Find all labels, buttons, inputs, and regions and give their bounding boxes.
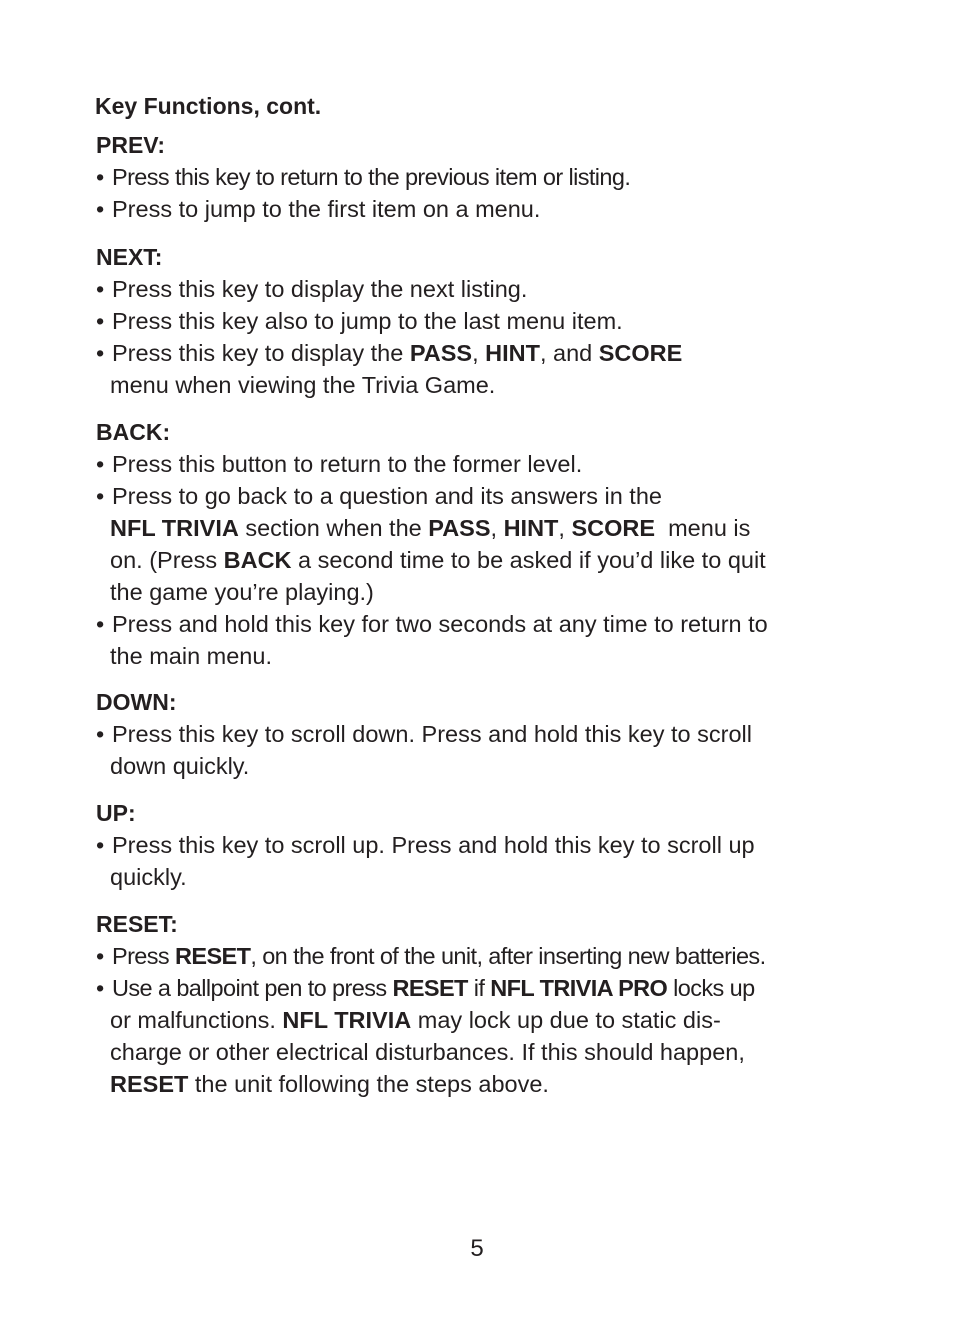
text-segment: down quickly. (110, 753, 250, 779)
text-segment: , on the front of the unit, after inserting new batteries. (250, 943, 766, 969)
section-heading: UP: (96, 800, 136, 826)
key-name: RESET (110, 1071, 189, 1097)
key-name: SCORE (571, 515, 656, 541)
text-segment: , (558, 515, 572, 541)
key-name: PASS (428, 515, 491, 541)
text-segment: or malfunctions. (110, 1007, 283, 1033)
text-segment: Press this key also to jump to the last menu item. (112, 308, 623, 334)
text-segment: Press this key to scroll up. Press and hold this key to scroll up (112, 832, 755, 858)
section-heading: PREV: (96, 132, 166, 158)
product-name: NFL TRIVIA PRO (490, 975, 668, 1001)
bullet-line (96, 829, 896, 861)
text-segment: , (490, 515, 504, 541)
bullet-icon: • (96, 451, 105, 477)
bullet-icon: • (96, 164, 104, 190)
section-next (96, 242, 896, 401)
product-name: NFL TRIVIA (110, 515, 239, 541)
text-segment: Press to go back to a question and its answers in the (112, 483, 662, 509)
continuation-line (96, 861, 896, 893)
key-name: BACK (223, 547, 292, 573)
text-segment: if (467, 975, 491, 1001)
text-segment: quickly. (110, 864, 187, 890)
bullet-icon: • (96, 340, 105, 366)
text-segment: the main menu. (110, 643, 272, 669)
text-segment: menu when viewing the Trivia Game. (110, 372, 496, 398)
key-name: RESET (175, 943, 251, 969)
text-segment: on. (Press (110, 547, 224, 573)
product-name: NFL TRIVIA (282, 1007, 412, 1033)
bullet-line (96, 480, 896, 512)
bullet-icon: • (96, 276, 105, 302)
bullet-line (96, 448, 896, 480)
bullet-line (96, 161, 896, 193)
section-reset (96, 909, 896, 1100)
bullet-line (96, 940, 896, 972)
key-name: HINT (503, 515, 559, 541)
text-segment: Press this key to return to the previous item or listing. (112, 164, 631, 190)
text-segment: Use a ballpoint pen to press (112, 975, 393, 1001)
text-segment: the unit following the steps above. (188, 1071, 549, 1097)
text-segment: Press to jump to the first item on a menu. (112, 196, 541, 222)
continuation-line (96, 544, 896, 576)
page-title: Key Functions, cont. (95, 93, 322, 119)
bullet-line (96, 972, 896, 1004)
section-up (96, 798, 896, 893)
text-segment: the game you’re playing.) (110, 579, 374, 605)
bullet-line (96, 608, 896, 640)
bullet-icon: • (96, 196, 105, 222)
continuation-line (96, 369, 896, 401)
continuation-line (96, 1004, 896, 1036)
text-segment: a second time to be asked if you’d like to quit (291, 547, 766, 573)
continuation-line (96, 576, 896, 608)
bullet-line (96, 273, 896, 305)
key-name: RESET (392, 975, 468, 1001)
bullet-icon: • (96, 308, 105, 334)
text-segment: Press this button to return to the former level. (112, 451, 583, 477)
page-number: 5 (470, 1235, 484, 1262)
text-segment: section when the (238, 515, 429, 541)
text-segment: menu is (655, 515, 751, 541)
text-segment: may lock up due to static dis- (411, 1007, 721, 1033)
text-segment: charge or other electrical disturbances. If this should happen, (110, 1039, 745, 1065)
text-segment: Press this key to display the (112, 340, 410, 366)
continuation-line (96, 1036, 896, 1068)
text-segment: , and (539, 340, 599, 366)
text-segment: Press this key to scroll down. Press and hold this key to scroll (112, 721, 752, 747)
bullet-icon: • (96, 721, 105, 747)
bullet-icon: • (96, 611, 105, 637)
bullet-line (96, 193, 896, 225)
section-prev (96, 130, 896, 225)
continuation-line (96, 1068, 896, 1100)
section-heading: DOWN: (96, 689, 177, 715)
text-segment: , (472, 340, 486, 366)
bullet-line (96, 718, 896, 750)
bullet-icon: • (96, 975, 104, 1001)
key-name: PASS (409, 340, 473, 366)
continuation-line (96, 640, 896, 672)
text-segment: locks up (667, 975, 755, 1001)
continuation-line (96, 512, 896, 544)
key-name: SCORE (598, 340, 683, 366)
section-back (96, 417, 896, 672)
section-heading: RESET: (96, 911, 178, 937)
continuation-line (96, 750, 896, 782)
bullet-icon: • (96, 943, 104, 969)
text-segment: Press and hold this key for two seconds at any time to return to (112, 611, 768, 637)
section-down (96, 687, 896, 782)
key-name: HINT (485, 340, 540, 366)
text-segment: Press this key to display the next listing. (112, 276, 528, 302)
bullet-icon: • (96, 832, 105, 858)
section-heading: NEXT: (96, 244, 163, 270)
bullet-icon: • (96, 483, 105, 509)
text-segment: Press (112, 943, 175, 969)
bullet-line (96, 305, 896, 337)
section-heading: BACK: (96, 419, 171, 445)
bullet-line (96, 337, 896, 369)
